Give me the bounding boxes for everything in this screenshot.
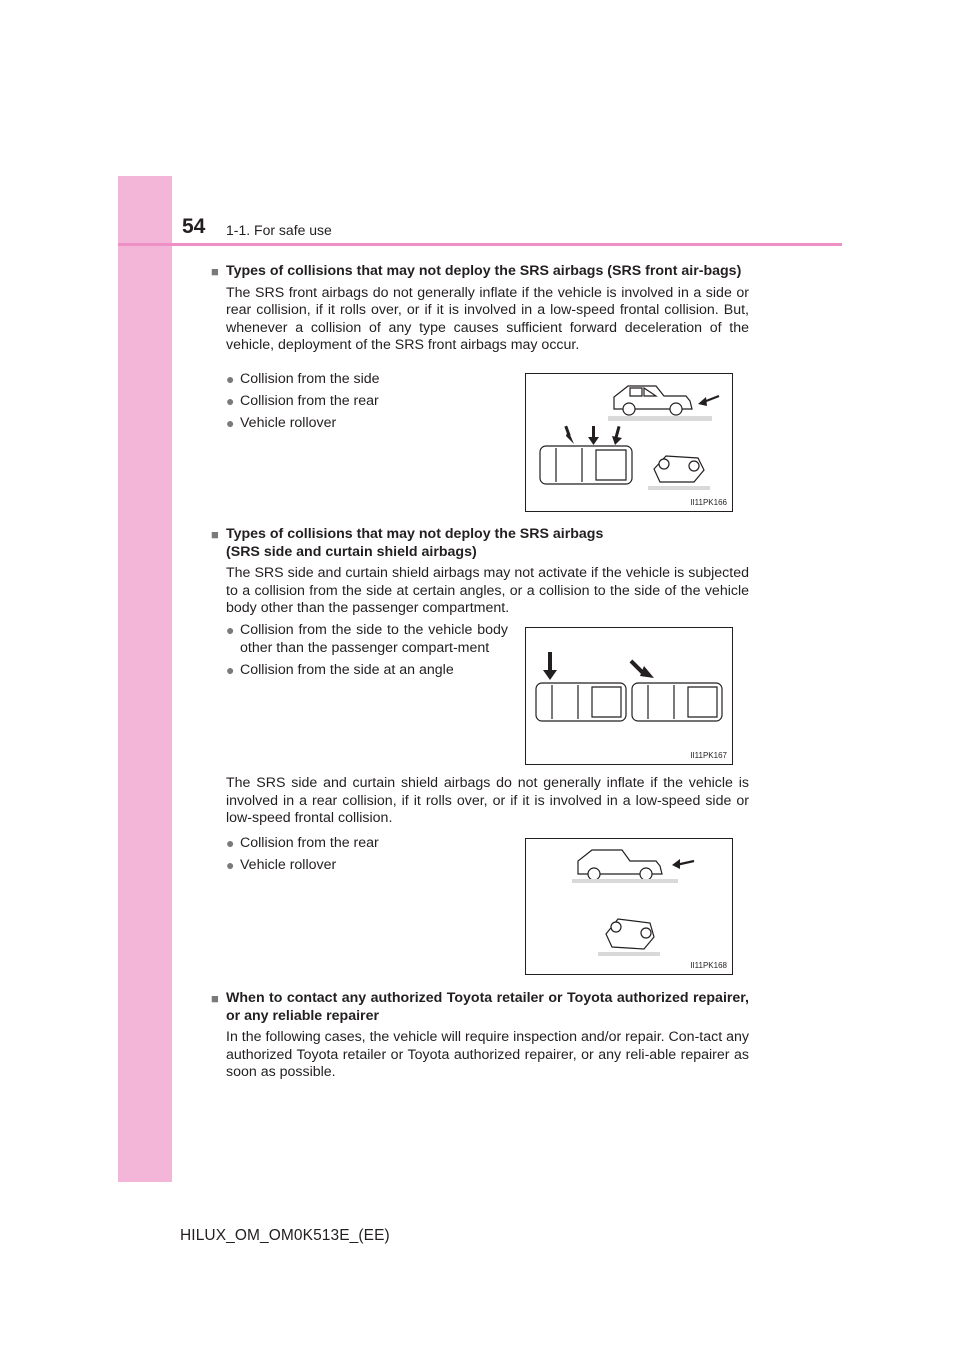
section-paragraph: The SRS side and curtain shield airbags may not activate if the vehicle is subjected to a collision from the side at certain angles, or a collision to the side of the vehicle body other than the passenger compartment. [226, 565, 749, 617]
bullet-list [226, 622, 508, 684]
section-contact-repairer [211, 990, 749, 1082]
round-bullet-icon: ● [226, 835, 235, 851]
heading-text: When to contact any authorized Toyota retailer or Toyota authorized repairer, or any reliable repairer [226, 990, 749, 1024]
figure-side-collisions [525, 627, 733, 765]
square-bullet-icon: ■ [211, 991, 219, 1006]
document-code: HILUX_OM_OM0K513E_(EE) [180, 1227, 390, 1244]
round-bullet-icon: ● [226, 392, 235, 409]
list-item: ● Collision from the rear [226, 392, 379, 409]
round-bullet-icon: ● [226, 856, 235, 873]
list-item: ● Vehicle rollover [226, 414, 337, 431]
square-bullet-icon: ■ [211, 527, 219, 542]
figure-front-airbag-collisions [525, 373, 733, 512]
section-heading [211, 526, 749, 561]
round-bullet-icon: ● [226, 661, 235, 678]
page-number: 54 [182, 215, 206, 238]
section-paragraph: In the following cases, the vehicle will require inspection and/or repair. Con-tact any authorized Toyota retailer or Toyota authorized repairer, or any reli-able repairer as soon as possible. [226, 1029, 749, 1081]
bullet-list [226, 371, 496, 437]
section-front-airbags [211, 263, 749, 355]
figure-code: II11PK166 [690, 498, 727, 507]
vehicle-illustration [526, 839, 732, 974]
section-heading [211, 263, 749, 281]
section-paragraph: The SRS front airbags do not generally inflate if the vehicle is involved in a side or rear collision, if it rolls over, or if it is involved in a low-speed frontal collision. But, whenever a collision of any type causes sufficient forward deceleration of the vehicle, deployment of the SRS front airbags may occur. [226, 284, 749, 354]
square-bullet-icon: ■ [211, 264, 219, 279]
bullet-list [226, 835, 496, 879]
section-side-curtain-airbags [211, 526, 749, 618]
list-item: ● Collision from the rear [226, 835, 379, 851]
section-side-no-inflate [211, 775, 749, 828]
list-item: ● Vehicle rollover [226, 856, 337, 873]
heading-text: Types of collisions that may not deploy the SRS airbags (SRS front air-bags) [226, 263, 742, 279]
heading-text: Types of collisions that may not deploy the SRS airbags (SRS side and curtain shield airbags) [226, 526, 604, 560]
figure-code: II11PK167 [690, 751, 727, 760]
figure-rear-rollover [525, 838, 733, 975]
round-bullet-icon: ● [226, 371, 235, 387]
list-item: ● Collision from the side at an angle [226, 661, 454, 678]
header-rule [118, 243, 842, 246]
list-item: ● Collision from the side to the vehicle body other than the passenger compart-ment [226, 622, 508, 656]
round-bullet-icon: ● [226, 622, 235, 638]
round-bullet-icon: ● [226, 414, 235, 431]
figure-code: II11PK168 [690, 961, 727, 970]
vehicle-illustration [526, 628, 732, 764]
sidebar-tab [118, 176, 172, 1182]
vehicle-illustration [526, 374, 732, 511]
section-title: 1-1. For safe use [226, 222, 332, 238]
section-paragraph: The SRS side and curtain shield airbags do not generally inflate if the vehicle is involved in a rear collision, if it rolls over, or if it is involved in a low-speed side or low-speed frontal collision. [226, 775, 749, 827]
list-item: ● Collision from the side [226, 371, 380, 387]
section-heading [211, 990, 749, 1025]
